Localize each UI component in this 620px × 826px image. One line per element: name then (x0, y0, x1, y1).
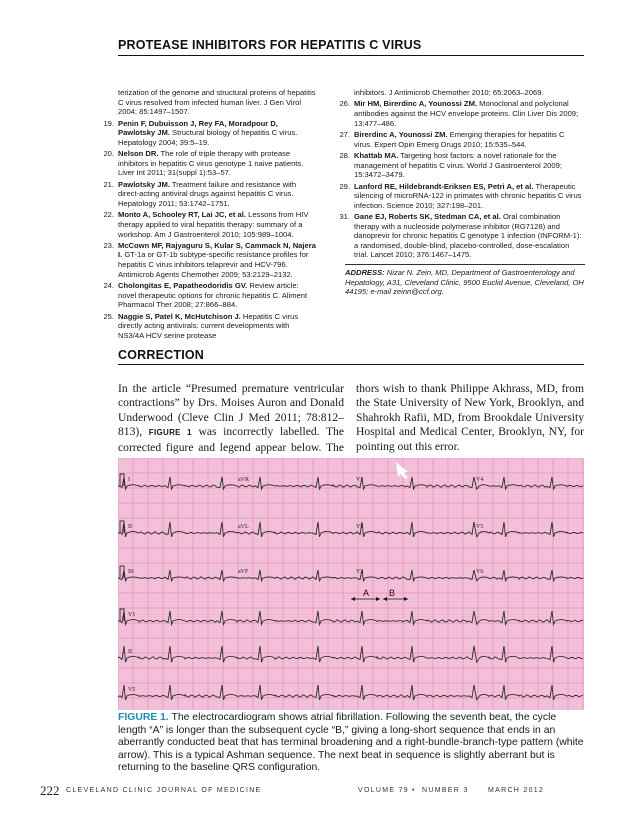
ecg-figure (118, 458, 584, 710)
reference-number: 23. (103, 240, 114, 250)
reference-authors: McCown MF, Rajyaguru S, Kular S, Cammack N, Najera I. (118, 240, 316, 260)
reference-authors: Pawlotsky JM. (118, 179, 170, 189)
reference-number: 31. (339, 212, 350, 222)
reference-text: terization of the genome and structural proteins of hepatitis C virus resolved from infected human liver. J Gen Virol 2004; 85:1497–1507. (118, 88, 316, 117)
correction-text-2: was incorrectly labelled. The corrected figure and legend appear below. The (118, 425, 344, 454)
reference-authors: Mir HM, Birerdinc A, Younossi ZM. (354, 99, 478, 109)
ecg-lead-label: I (128, 477, 130, 483)
reference-number: 25. (103, 311, 114, 321)
reference-text: Hepatitis C virus directly acting antivirals: current developments with NS3/4A HCV serine protease (118, 311, 299, 340)
reference-text: Lessons from HIV therapy applied to viral hepatitis therapy: summary of a workshop. Am J Gastroenterol 2010; 105:989–1004. (118, 210, 309, 239)
reference-text: Structural biology of hepatitis C virus. Hepatology 2004; 39:5–19. (118, 128, 298, 147)
reference-number: 21. (103, 179, 114, 189)
reference-text: The role of triple therapy with protease inhibitors in hepatitis C virus genotype 1 naive patients. Liver Int 2011; 31(suppl 1):53–57. (118, 149, 304, 178)
interval-label-b: B (389, 588, 396, 598)
references-right (334, 88, 584, 262)
caption-label: FIGURE 1. (118, 712, 169, 723)
reference-item (98, 180, 316, 209)
ecg-lead-label: V3 (356, 569, 364, 575)
reference-item (98, 210, 316, 239)
reference-text: Emerging therapies for hepatitis C virus. Expert Opin Emerg Drugs 2010; 15:535–544. (354, 129, 565, 149)
figure-reference: FIGURE 1 (148, 428, 192, 438)
ecg-strip (118, 458, 584, 710)
ecg-lead-label: aVL (238, 524, 249, 530)
address-label: ADDRESS: (345, 268, 385, 277)
correction-text-1: In the article “Presumed premature ventricular contractions” by Drs. Moises Auron and Donald Underwood (Cleve Clin J Med 2011; 78:812–813), (118, 382, 344, 439)
correction-title: CORRECTION (118, 348, 205, 362)
interval-label-a: A (363, 588, 370, 598)
reference-item (334, 212, 584, 260)
reference-authors: Birerdinc A, Younossi ZM. (354, 129, 448, 139)
ecg-lead-label: aVR (238, 477, 249, 483)
reference-authors: Cholongitas E, Papatheodoridis GV. (118, 281, 248, 291)
reference-item (334, 130, 584, 149)
ecg-lead-label: aVF (238, 569, 249, 575)
reference-text: Treatment failure and resistance with direct-acting antiviral drugs against hepatitis C virus. Hepatology 2011; 53:1742–1751. (118, 179, 297, 208)
ecg-lead-label: V2 (356, 524, 364, 530)
caption-text: The electrocardiogram shows atrial fibrillation. Following the seventh beat, the cycle length “A” is longer than the subsequent cycle “B,” giving a long-short sequence that ends in an aberrantly conducted beat that has terminal broadening and a right-bundle-branch-type pattern (white arrow). This is a typical Ashman sequence. The next beat in sequence is slightly aberrant but is returning to the baseline QRS configuration. (118, 712, 584, 774)
reference-item (98, 312, 316, 341)
reference-authors: Gane EJ, Roberts SK, Stedman CA, et al. (354, 212, 501, 222)
author-address (345, 268, 585, 297)
reference-number: 20. (103, 149, 114, 159)
reference-text: Review article: novel therapeutic options for chronic hepatitis C. Aliment Pharmacol Ther 2008; 27:866–884. (118, 281, 308, 310)
correction-paragraph-left (118, 382, 344, 469)
reference-authors: Lanford RE, Hildebrandt-Eriksen ES, Petri A, et al. (354, 181, 534, 191)
correction-rule (118, 364, 584, 365)
reference-item (98, 281, 316, 310)
page-number: 222 (40, 783, 60, 798)
figure-caption (118, 712, 584, 775)
reference-item (334, 151, 584, 180)
reference-item (98, 88, 316, 117)
reference-number: 29. (339, 181, 350, 191)
reference-authors: Naggie S, Patel K, McHutchison J. (118, 311, 241, 321)
footer-date: MARCH 2012 (488, 787, 545, 794)
reference-number: 26. (339, 99, 350, 109)
ecg-lead-label: V1 (356, 477, 364, 483)
ecg-lead-label: V5 (476, 524, 484, 530)
reference-authors: Monto A, Schooley RT, Lai JC, et al. (118, 210, 246, 220)
address-text: Nizar N. Zein, MD, Department of Gastroenterology and Hepatology, A31, Cleveland Clinic, 9500 Euclid Avenue, Cleveland, OH 44195; e-mail zeinn@ccf.org. (345, 268, 584, 297)
ecg-lead-label: V6 (476, 569, 484, 575)
reference-number: 28. (339, 150, 350, 160)
ecg-lead-label: V1 (128, 612, 136, 618)
running-header: PROTEASE INHIBITORS FOR HEPATITIS C VIRUS (118, 38, 422, 52)
footer-number: NUMBER 3 (422, 787, 469, 794)
reference-item (334, 182, 584, 211)
ecg-lead-label: II (128, 524, 132, 530)
reference-authors: Nelson DR. (118, 149, 159, 159)
reference-text: Oral combination therapy with a nucleoside polymerase inhibitor (RG7128) and danoprevir for chronic hepatitis C genotype 1 infection (INFORM-1): a randomised, double-blind, placebo-controlled, dose-escalation trial. Lancet 2010; 376:1467–1475. (354, 212, 582, 260)
reference-item (334, 88, 584, 98)
footer-bullet: • (412, 787, 416, 794)
reference-item (98, 119, 316, 148)
correction-paragraph-right: thors wish to thank Philippe Akhrass, MD, from the State University of New York, Brooklyn, and Shahrokh Rafii, MD, from Brookdale University Hospital and Medical Center, Brooklyn, NY, for pointing out this error. (356, 382, 584, 453)
references-left (98, 88, 316, 342)
reference-number: 27. (339, 129, 350, 139)
reference-number: 19. (103, 118, 114, 128)
ecg-lead-label: III (128, 569, 134, 575)
reference-number: 24. (103, 281, 114, 291)
footer-journal: CLEVELAND CLINIC JOURNAL OF MEDICINE (66, 787, 262, 794)
reference-text: Monoclonal and polyclonal antibodies against the HCV envelope proteins. Clin Liver Dis 2009; 13:477–486. (354, 99, 579, 128)
reference-authors: Penin F, Dubuisson J, Rey FA, Moradpour D, Pawlotsky JM. (118, 118, 278, 138)
reference-item (98, 149, 316, 178)
ecg-lead-label: II (128, 649, 132, 655)
reference-item (98, 241, 316, 279)
address-rule (345, 264, 585, 265)
footer-volume: VOLUME 79 (358, 787, 409, 794)
reference-item (334, 99, 584, 128)
reference-text: Therapeutic silencing of microRNA-122 in primates with chronic hepatitis C virus infection. Science 2010; 327:198–201. (354, 181, 582, 210)
header-rule (118, 55, 584, 56)
ecg-lead-label: V5 (128, 687, 136, 693)
reference-text: GT-1a or GT-1b subtype-specific resistance profiles for hepatitis C virus inhibitors telaprevir and HCV-796. Antimicrob Agents Chemother 2009; 53:2129–2132. (118, 250, 309, 279)
reference-text: inhibitors. J Antimicrob Chemother 2010; 65:2063–2069. (354, 88, 544, 97)
reference-number: 22. (103, 210, 114, 220)
ecg-lead-label: V4 (476, 477, 484, 483)
reference-authors: Khattab MA. (354, 150, 399, 160)
reference-text: Targeting host factors: a novel rationale for the management of hepatitis C virus. World J Gastroenterol 2009; 15:3472–3479. (354, 150, 562, 180)
